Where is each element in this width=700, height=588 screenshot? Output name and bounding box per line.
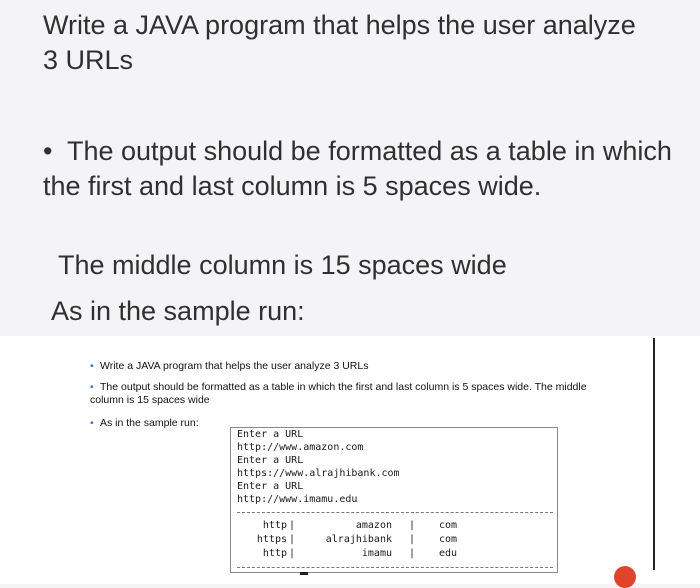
bullet-icon: • bbox=[90, 417, 94, 429]
table-separator: | bbox=[409, 548, 416, 559]
image-bullet-text: As in the sample run: bbox=[100, 417, 199, 429]
image-bullet-3 bbox=[90, 417, 199, 430]
table-cell-domain: imamu bbox=[361, 548, 392, 559]
table-separator: | bbox=[289, 520, 296, 531]
bullet-icon: • bbox=[90, 381, 94, 393]
table-top-border bbox=[237, 512, 553, 513]
console-line: https://www.alrajhibank.com bbox=[237, 468, 400, 479]
bullet-icon: • bbox=[43, 136, 53, 166]
table-cell-protocol: http bbox=[262, 520, 287, 531]
cursor-mark bbox=[300, 572, 308, 575]
vertical-rule bbox=[653, 338, 655, 570]
table-separator: | bbox=[289, 548, 296, 559]
table-cell-protocol: https bbox=[256, 534, 287, 545]
console-line: http://www.imamu.edu bbox=[237, 494, 358, 505]
table-cell-tld: com bbox=[439, 520, 458, 531]
image-bullet-text: Write a JAVA program that helps the user analyze 3 URLs bbox=[100, 360, 369, 372]
middle-column-text: The middle column is 15 spaces wide bbox=[58, 250, 507, 280]
console-line: Enter a URL bbox=[237, 429, 304, 440]
table-separator: | bbox=[409, 534, 416, 545]
sample-run-console bbox=[230, 427, 558, 573]
table-cell-domain: alrajhibank bbox=[325, 534, 392, 545]
bullet-icon: • bbox=[90, 360, 94, 372]
table-cell-tld: com bbox=[439, 534, 458, 545]
image-bullet-text: The output should be formatted as a table in which the first and last column is 5 spaces wide. The middle column is 15 spaces wide bbox=[90, 381, 587, 406]
bullet-text: The output should be formatted as a table in which the first and last column is 5 spaces wide. bbox=[43, 136, 672, 201]
table-cell-domain: amazon bbox=[355, 520, 392, 531]
table-bottom-border bbox=[237, 567, 553, 568]
table-separator: | bbox=[289, 534, 296, 545]
table-cell-tld: edu bbox=[439, 548, 458, 559]
question-bullet bbox=[43, 134, 673, 204]
console-line: http://www.amazon.com bbox=[237, 442, 364, 453]
table-separator: | bbox=[409, 520, 416, 531]
table-cell-protocol: http bbox=[262, 548, 287, 559]
image-bullet-2 bbox=[90, 381, 610, 407]
sample-run-text: As in the sample run: bbox=[51, 296, 305, 326]
console-line: Enter a URL bbox=[237, 481, 304, 492]
question-title: Write a JAVA program that helps the user analyze 3 URLs bbox=[43, 10, 636, 75]
console-line: Enter a URL bbox=[237, 455, 304, 466]
image-bullet-1 bbox=[90, 360, 368, 373]
record-icon[interactable] bbox=[614, 566, 636, 588]
